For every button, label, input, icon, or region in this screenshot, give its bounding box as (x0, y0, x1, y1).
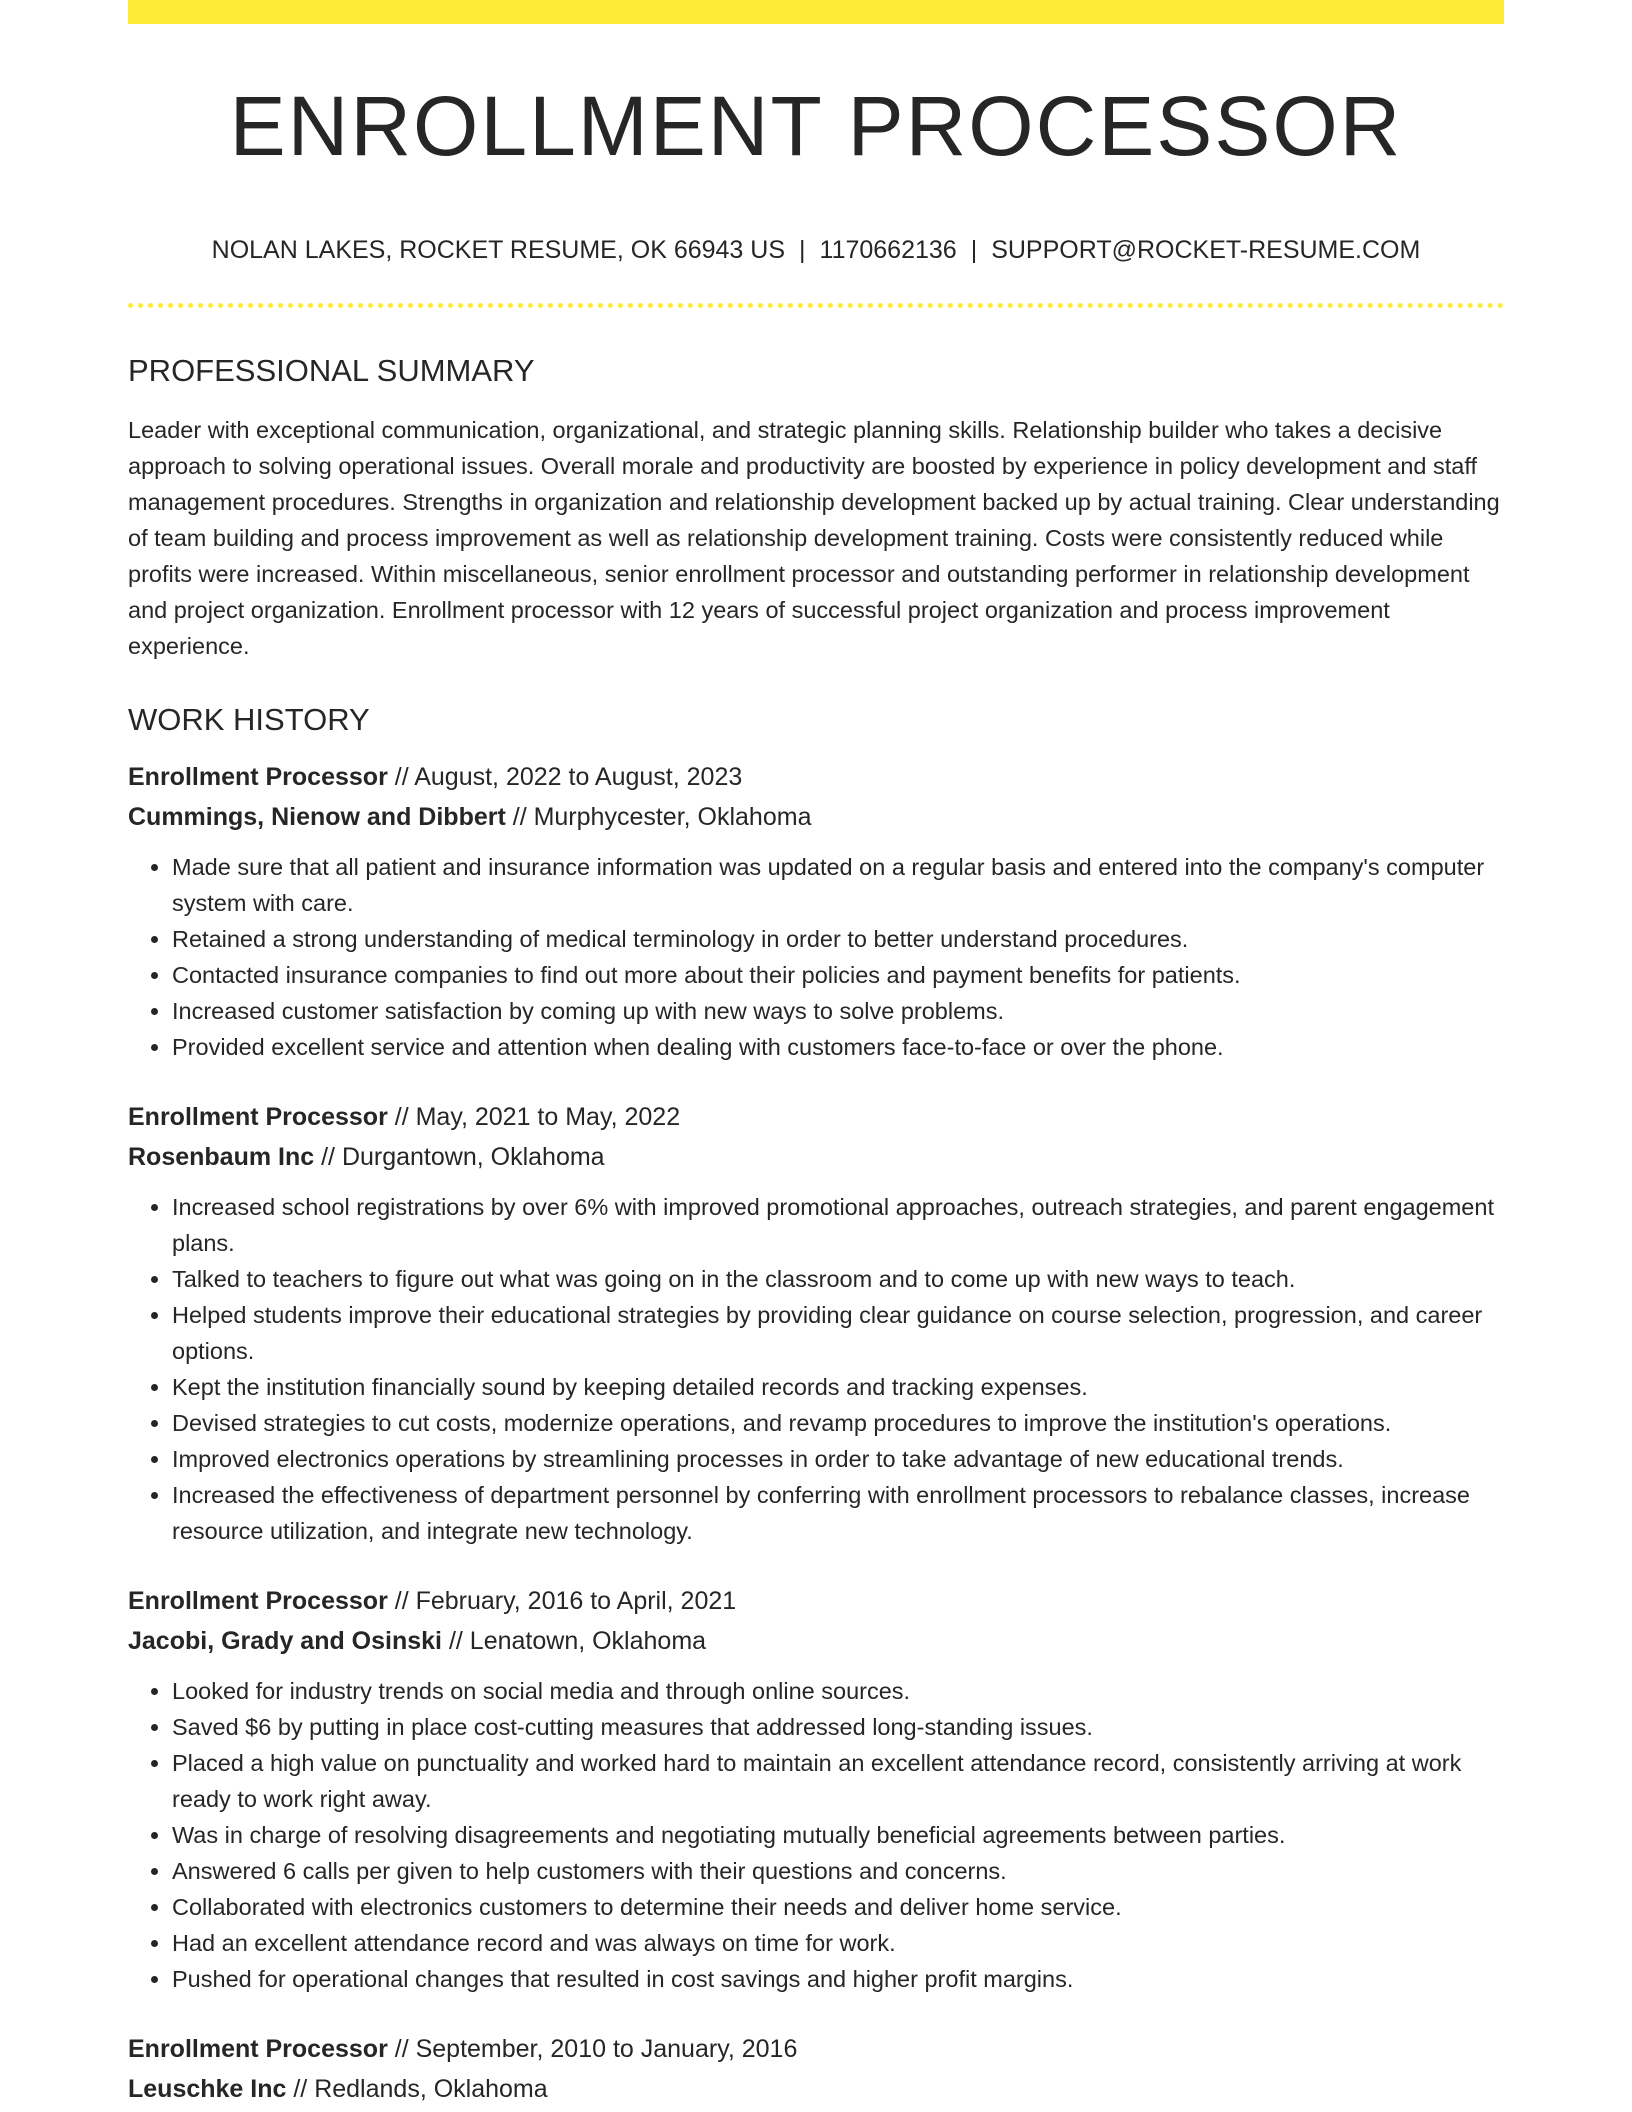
job-role: Enrollment Processor (128, 2035, 388, 2063)
contact-separator: | (970, 236, 978, 264)
job-bullets (128, 1673, 1504, 1997)
job-company-line (128, 797, 1504, 837)
job-bullets (128, 1189, 1504, 1549)
job-bullet: • Was in charge of resolving disagreements and negotiating mutually beneficial agreements between parties. (172, 1817, 1504, 1853)
dotted-divider (128, 303, 1504, 308)
job-bullet: • Provided excellent service and attention when dealing with customers face-to-face or over the phone. (172, 1029, 1504, 1065)
job-company: Jacobi, Grady and Osinski (128, 1627, 443, 1655)
job-role: Enrollment Processor (128, 1587, 388, 1615)
job-bullet: • Increased customer satisfaction by coming up with new ways to solve problems. (172, 993, 1504, 1029)
job-bullets (128, 849, 1504, 1065)
job-company-line (128, 1621, 1504, 1661)
resume-name: ENROLLMENT PROCESSOR (229, 79, 1403, 173)
job-location: // Lenatown, Oklahoma (442, 1627, 707, 1655)
job-location: // Redlands, Oklahoma (286, 2075, 548, 2103)
contact-separator: | (799, 236, 806, 264)
job-company: Leuschke Inc (128, 2075, 287, 2103)
job-bullet: • Saved $6 by putting in place cost-cutting measures that addressed long-standing issues. (172, 1709, 1504, 1745)
job-title-line (128, 1097, 1504, 1137)
work-history-heading: WORK HISTORY (128, 702, 370, 737)
job-bullet: • Made sure that all patient and insurance information was updated on a regular basis and entered into the company's computer system with care. (172, 849, 1504, 921)
job-entry (128, 1581, 1504, 1997)
job-bullet: • Improved electronics operations by streamlining processes in order to take advantage of new educational trends. (172, 1441, 1504, 1477)
job-location: // Murphycester, Oklahoma (505, 803, 812, 831)
job-company: Rosenbaum Inc (128, 1143, 315, 1171)
job-entry (128, 2029, 1504, 2109)
job-bullet: • Contacted insurance companies to find out more about their policies and payment benefits for patients. (172, 957, 1504, 993)
job-title-line (128, 757, 1504, 797)
contact-line (128, 238, 1504, 263)
job-bullet: • Increased school registrations by over 6% with improved promotional approaches, outreach strategies, and parent engagement plans. (172, 1189, 1504, 1261)
job-bullet: • Collaborated with electronics customers to determine their needs and deliver home service. (172, 1889, 1504, 1925)
job-location: // Durgantown, Oklahoma (314, 1143, 605, 1171)
job-bullet: • Talked to teachers to figure out what was going on in the classroom and to come up with new ways to teach. (172, 1261, 1504, 1297)
job-entry (128, 1097, 1504, 1549)
job-bullet: • Pushed for operational changes that resulted in cost savings and higher profit margins. (172, 1961, 1504, 1997)
job-company-line (128, 1137, 1504, 1177)
job-dates: // February, 2016 to April, 2021 (387, 1587, 737, 1615)
summary-text: Leader with exceptional communication, organizational, and strategic planning skills. Relationship builder who takes a decisive approach to solving operational issues. Overall morale and productivity are boosted by experience in policy development and staff management procedures. Strengths in organization and relationship development backed up by actual training. Clear understanding of team building and process improvement as well as relationship development training. Costs were consistently reduced while profits were increased. Within miscellaneous, senior enrollment processor and outstanding performer in relationship development and project organization. Enrollment processor with 12 years of successful project organization and process improvement experience. (128, 417, 1500, 659)
job-bullet: • Looked for industry trends on social media and through online sources. (172, 1673, 1504, 1709)
summary-heading: PROFESSIONAL SUMMARY (128, 353, 535, 388)
job-title-line (128, 2029, 1504, 2069)
job-title-line (128, 1581, 1504, 1621)
job-role: Enrollment Processor (128, 1103, 388, 1131)
job-entry (128, 757, 1504, 1065)
job-bullet: • Had an excellent attendance record and was always on time for work. (172, 1925, 1504, 1961)
job-company-line (128, 2069, 1504, 2109)
job-bullet: • Answered 6 calls per given to help customers with their questions and concerns. (172, 1853, 1504, 1889)
job-bullet: • Helped students improve their educational strategies by providing clear guidance on course selection, progression, and career options. (172, 1297, 1504, 1369)
job-bullet: • Devised strategies to cut costs, modernize operations, and revamp procedures to improve the institution's operations. (172, 1405, 1504, 1441)
job-bullet: • Increased the effectiveness of department personnel by conferring with enrollment processors to rebalance classes, increase resource utilization, and integrate new technology. (172, 1477, 1504, 1549)
contact-phone: 1170662136 (819, 236, 957, 264)
job-dates: // May, 2021 to May, 2022 (387, 1103, 681, 1131)
resume-page (128, 0, 1504, 2109)
job-role: Enrollment Processor (128, 763, 388, 791)
contact-address: NOLAN LAKES, ROCKET RESUME, OK 66943 US (211, 236, 786, 264)
job-company: Cummings, Nienow and Dibbert (128, 803, 506, 831)
job-dates: // August, 2022 to August, 2023 (387, 763, 743, 791)
job-dates: // September, 2010 to January, 2016 (387, 2035, 798, 2063)
accent-bar (128, 0, 1504, 24)
job-bullet: • Placed a high value on punctuality and worked hard to maintain an excellent attendance record, consistently arriving at work ready to work right away. (172, 1745, 1504, 1817)
job-bullet: • Retained a strong understanding of medical terminology in order to better understand procedures. (172, 921, 1504, 957)
contact-email: SUPPORT@ROCKET-RESUME.COM (991, 236, 1421, 264)
job-bullet: • Kept the institution financially sound by keeping detailed records and tracking expenses. (172, 1369, 1504, 1405)
